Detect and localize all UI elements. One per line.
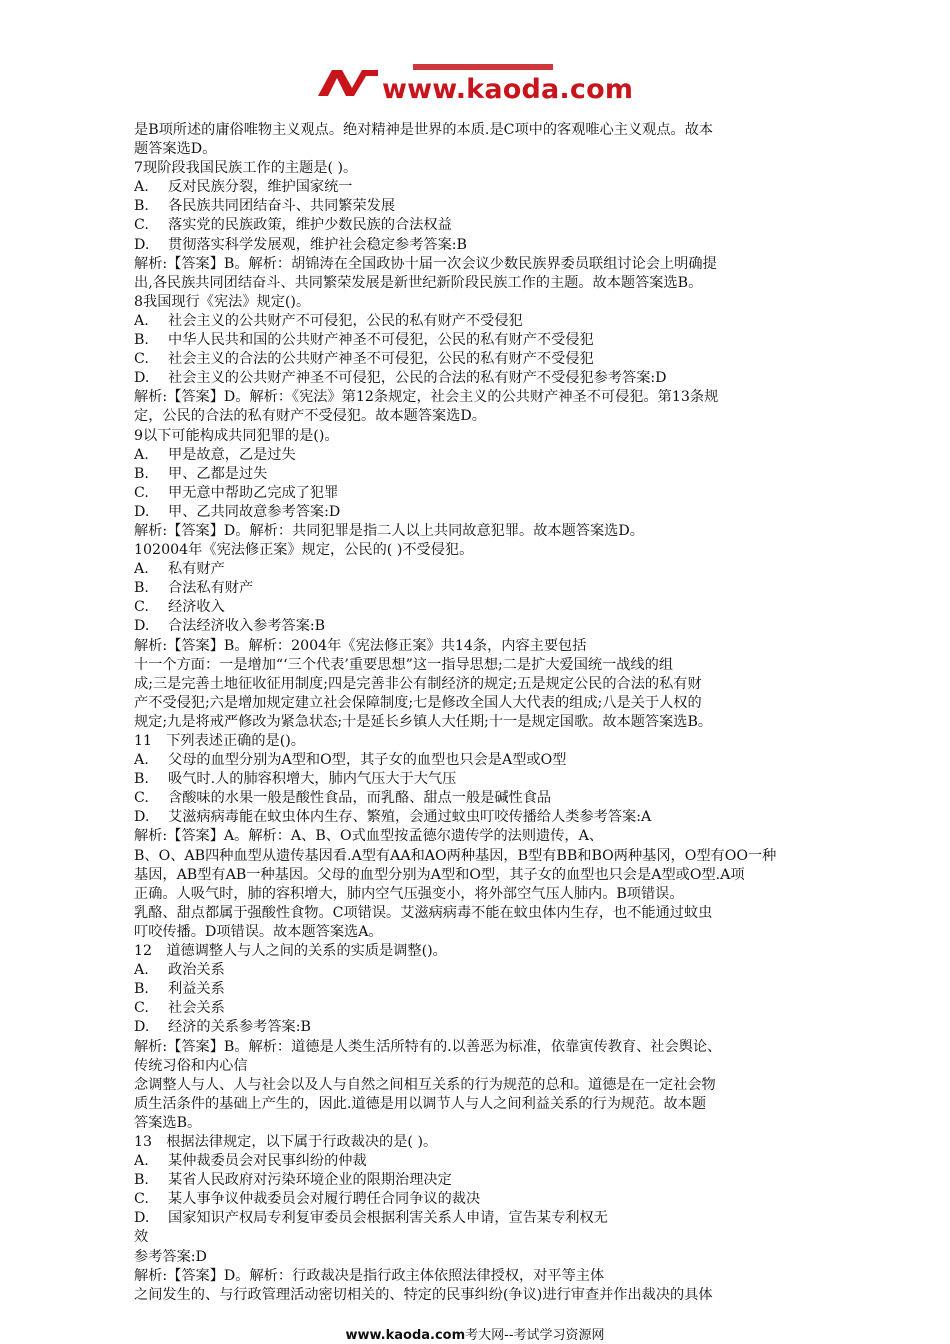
option-label: B.: [134, 580, 149, 597]
option-line: [134, 216, 824, 235]
option-text: 甲、乙都是过失: [168, 465, 268, 482]
option-text: 甲无意中帮助乙完成了犯罪: [168, 484, 339, 501]
text-line: 定，公民的合法的私有财产不受侵犯。故本题答案选D。: [134, 408, 486, 425]
page-footer: [0, 1324, 950, 1343]
option-label: A.: [134, 312, 149, 329]
option-line: [134, 1152, 824, 1171]
option-line: [134, 350, 824, 369]
option-text: 含酸味的水果一般是酸性食品，而乳酪、甜点一般是碱性食品: [168, 790, 552, 807]
text-line: 解析:【答案】D。解析：行政裁决是指行政主体依照法律授权，对平等主体: [134, 1267, 605, 1284]
option-text: 某省人民政府对污染环境企业的限期治理决定: [168, 1172, 452, 1189]
option-text: 父母的血型分别为A型和O型，其子女的血型也只会是A型或O型: [168, 752, 567, 769]
option-text: 落实党的民族政策，维护少数民族的合法权益: [168, 217, 452, 234]
option-line: [134, 961, 824, 980]
text-line: B、O、AB四种血型从遗传基因看.A型有AA和AO两种基因，B型有BB和BO两种基冈，O型有OO一种: [134, 847, 777, 864]
option-line: [134, 312, 824, 331]
option-label: B.: [134, 981, 149, 998]
text-line: 叮咬传播。D项错误。故本题答案选A。: [134, 923, 383, 940]
text-line: 解析:【答案】B。解析：2004年《宪法修正案》共14条，内容主要包括: [134, 637, 587, 654]
text-line: 质生活条件的基础上产生的，因此.道德是用以调节人与人之间利益关系的行为规范。故本题: [134, 1095, 707, 1112]
text-line: 解析:【答案】B。解析：道德是人类生活所特有的.以善恶为标准，依靠寅传教育、社会舆论、: [134, 1038, 722, 1055]
option-line: [134, 808, 824, 827]
text-line: 题答案选D。: [134, 141, 217, 158]
footer-site-link[interactable]: www.kaoda.com: [345, 1328, 466, 1343]
option-text: 吸气时.人的肺容积增大，肺内气压大于大气压: [168, 771, 457, 788]
option-label: B.: [134, 465, 149, 482]
option-line: [134, 770, 824, 789]
text-line: 解析:【答案】A。解析：A、B、O式血型按孟德尔遗传学的法则遗传，A、: [134, 828, 604, 845]
text-line: 答案选B。: [134, 1114, 202, 1131]
text-line: 解析:【答案】D。解析：共同犯罪是指二人以上共同故意犯罪。故本题答案选D。: [134, 522, 644, 539]
option-label: C.: [134, 1191, 149, 1208]
option-label: D.: [134, 503, 150, 520]
text-line: 7现阶段我国民族工作的主题是( )。: [134, 160, 358, 177]
footer-site-description: 考大网--考试学习资源网: [465, 1328, 605, 1343]
option-line: [134, 789, 824, 808]
option-line: [134, 236, 824, 255]
option-line: [134, 1018, 824, 1037]
logo-mark-icon: [318, 70, 378, 96]
text-line: 出,各民族共同团结奋斗、共同繁荣发展是新世纪新阶段民族工作的主题。故本题答案选B。: [134, 274, 703, 291]
option-label: C.: [134, 599, 149, 616]
text-line: 基因，AB型有AB一种基因。父母的血型分别为A型和O型，其子女的血型也只会是A型或O型.A项: [134, 866, 745, 883]
option-label: D.: [134, 1210, 150, 1227]
option-label: D.: [134, 809, 150, 826]
option-label: C.: [134, 351, 149, 368]
option-text: 反对民族分裂，维护国家统一: [168, 179, 353, 196]
option-text: 贯彻落实科学发展观，维护社会稳定参考答案:B: [168, 236, 467, 253]
option-text: 利益关系: [168, 981, 225, 998]
option-line: [134, 446, 824, 465]
option-line: [134, 331, 824, 350]
option-text: 社会主义的公共财产不可侵犯，公民的私有财产不受侵犯: [168, 312, 523, 329]
text-line: 解析:【答案】D。解析：《宪法》第12条规定，社会主义的公共财产神圣不可侵犯。第13条规: [134, 389, 719, 406]
logo-url-text: www.kaoda.com: [382, 74, 634, 105]
option-label: D.: [134, 1019, 150, 1036]
text-line: 念调整人与人、人与社会以及人与自然之间相互关系的行为规范的总和。道德是在一定社会物: [134, 1076, 716, 1093]
option-text: 各民族共同团结奋斗、共同繁荣发展: [168, 198, 396, 215]
option-text: 国家知识产权局专利复审委员会根据利害关系人申请，宣告某专利权无: [168, 1210, 608, 1227]
text-line: 9以下可能构成共同犯罪的是()。: [134, 427, 339, 444]
option-line: [134, 751, 824, 770]
option-text: 经济的关系参考答案:B: [168, 1019, 311, 1036]
option-label: C.: [134, 217, 149, 234]
option-label: A.: [134, 446, 149, 463]
option-line: [134, 178, 824, 197]
option-line: [134, 598, 824, 617]
option-line: [134, 1190, 824, 1209]
option-label: A.: [134, 752, 149, 769]
text-line: 102004年《宪法修正案》规定，公民的( )不受侵犯。: [134, 542, 474, 559]
option-text: 经济收入: [168, 599, 225, 616]
logo-top-strip: [413, 64, 553, 70]
option-label: C.: [134, 1000, 149, 1017]
option-label: D.: [134, 618, 150, 635]
option-line: [134, 980, 824, 999]
option-line: [134, 484, 824, 503]
option-line: [134, 617, 824, 636]
option-line: [134, 465, 824, 484]
option-line: [134, 369, 824, 388]
option-text: 甲、乙共同故意参考答案:D: [168, 503, 341, 520]
option-label: B.: [134, 771, 149, 788]
option-label: D.: [134, 370, 150, 387]
option-text: 某仲裁委员会对民事纠纷的仲裁: [168, 1153, 367, 1170]
option-text: 某人事争议仲裁委员会对履行聘任合同争议的裁决: [168, 1191, 481, 1208]
option-line: [134, 1209, 824, 1228]
text-line: 8我国现行《宪法》规定()。: [134, 293, 311, 310]
option-text: 甲是故意，乙是过失: [168, 446, 296, 463]
option-text: 合法经济收入参考答案:B: [168, 618, 326, 635]
text-line: 乳酪、甜点都属于强酸性食物。C项错误。艾滋病病毒不能在蚊虫体内生存，也不能通过蚊虫: [134, 904, 713, 921]
text-line: 11 下列表述正确的是()。: [134, 733, 305, 749]
text-line: 参考答案:D: [134, 1248, 207, 1265]
text-line: 解析:【答案】B。解析：胡锦涛在全国政协十届一次会议少数民族界委员联组讨论会上明确提: [134, 255, 717, 272]
option-label: D.: [134, 236, 150, 253]
option-label: A.: [134, 1153, 149, 1170]
text-line: 产不受侵犯;六是增加规定建立社会保障制度;七是修改全国人大代表的组成;八是关于人权的: [134, 694, 702, 711]
option-label: C.: [134, 484, 149, 501]
option-text: 合法私有财产: [168, 580, 254, 597]
option-label: B.: [134, 332, 149, 349]
text-line: 之间发生的、与行政管理活动密切相关的、特定的民事纠纷(争议)进行审查并作出裁决的具体: [134, 1286, 713, 1303]
option-text: 社会主义的公共财产神圣不可侵犯，公民的合法的私有财产不受侵犯参考答案:D: [168, 370, 667, 387]
option-text: 艾滋病病毒能在蚊虫体内生存、繁殖，会通过蚊虫叮咬传播给人类参考答案:A: [168, 809, 652, 826]
option-text: 社会主义的合法的公共财产神圣不可侵犯，公民的私有财产不受侵犯: [168, 351, 594, 368]
text-line: 13 根据法律规定，以下属于行政裁决的是( )。: [134, 1133, 438, 1150]
option-line: [134, 197, 824, 216]
text-line: 成;三是完善土地征收征用制度;四是完善非公有制经济的规定;五是规定公民的合法的私有财: [134, 675, 702, 692]
text-line: 传统习俗和内心信: [134, 1057, 248, 1074]
option-line: [134, 579, 824, 598]
option-text: 政治关系: [168, 962, 225, 979]
site-logo[interactable]: [318, 64, 648, 110]
option-label: A.: [134, 962, 149, 979]
text-line: 正确。人吸气时，肺的容积增大，肺内空气压强变小，将外部空气压人肺内。B项错误。: [134, 885, 684, 902]
text-line: 规定;九是将戒严修改为紧急状态;十是延长乡镇人大任期;十一是规定国歌。故本题答案选B。: [134, 713, 713, 730]
option-label: A.: [134, 179, 149, 196]
option-label: C.: [134, 790, 149, 807]
option-label: A.: [134, 561, 149, 578]
option-label: B.: [134, 198, 149, 215]
option-text: 私有财产: [168, 561, 225, 578]
text-line: 十一个方面：一是增加“‘三个代表’重要思想”这一指导思想;二是扩大爱国统一战线的组: [134, 656, 674, 673]
text-line: 12 道德调整人与人之间的关系的实质是调整()。: [134, 943, 447, 960]
text-line: 是B项所述的庸俗唯物主义观点。绝对精神是世界的本质.是C项中的客观唯心主义观点。故本: [134, 122, 714, 138]
option-line: [134, 560, 824, 579]
option-line: [134, 503, 824, 522]
text-line: 效: [134, 1229, 149, 1246]
option-label: B.: [134, 1172, 149, 1189]
option-text: 中华人民共和国的公共财产神圣不可侵犯，公民的私有财产不受侵犯: [168, 332, 594, 349]
option-line: [134, 1171, 824, 1190]
document-body: [134, 121, 824, 1305]
option-text: 社会关系: [168, 1000, 225, 1017]
option-line: [134, 999, 824, 1018]
